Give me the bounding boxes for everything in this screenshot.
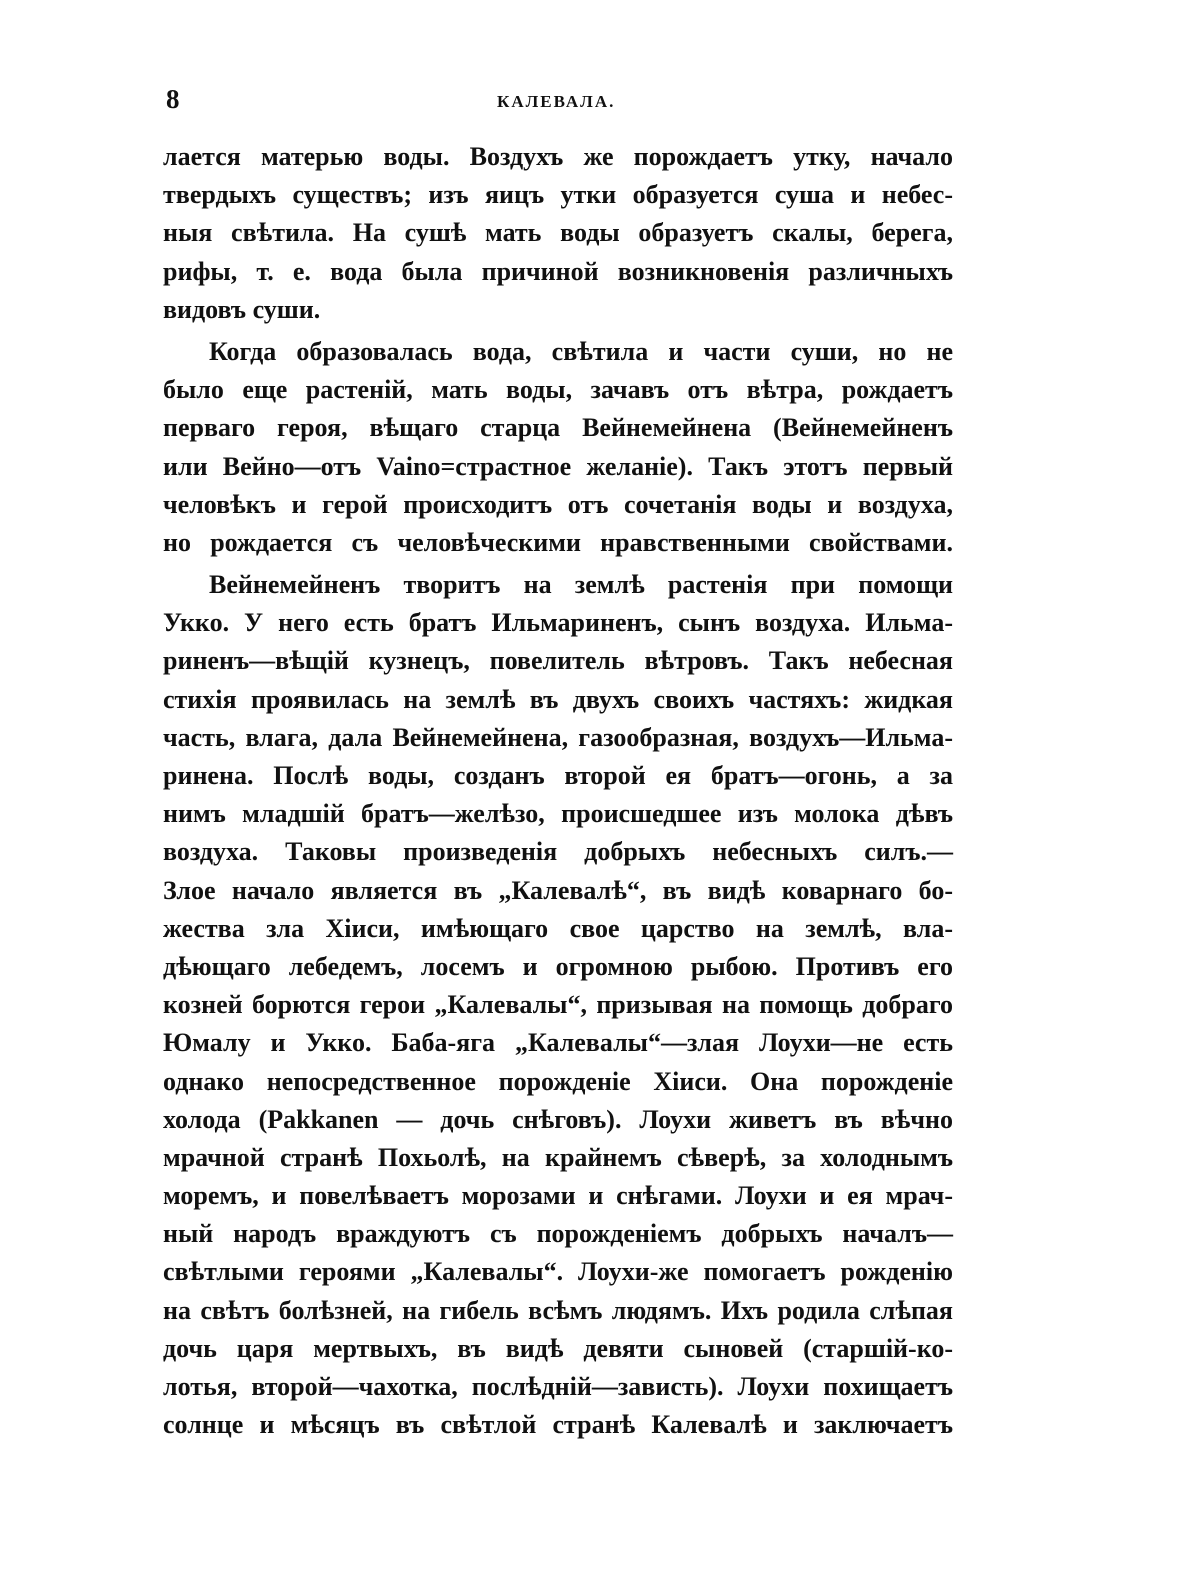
text-line: риненъ—вѣщій кузнецъ, повелитель вѣтровъ. Такъ небесная [163, 646, 953, 676]
text-line: или Вейно—отъ Vaino=страстное желаніе). Такъ этотъ первый [163, 451, 953, 481]
text-line: однако непосредственное порожденіе Хіиси. Она порожденіе [163, 1066, 953, 1096]
text-line: стихія проявилась на землѣ въ двухъ своихъ частяхъ: жидкая [163, 684, 953, 714]
text-line: видовъ суши. [163, 294, 321, 324]
text-line: лотья, второй—чахотка, послѣдній—зависть). Лоухи похищаетъ [163, 1372, 953, 1401]
page-header [163, 84, 953, 124]
paragraph [163, 333, 953, 562]
text-line: свѣтлыми героями „Калевалы“. Лоухи-же помогаетъ рожденію [163, 1257, 953, 1287]
text-line: воздуха. Таковы произведенія добрыхъ небесныхъ силъ.— [163, 837, 953, 867]
text-line: ныя свѣтила. На сушѣ мать воды образуетъ скалы, берега, [163, 218, 953, 248]
text-line: твердыхъ существъ; изъ яицъ утки образуется суша и небес- [163, 180, 953, 210]
text-line: было еще растеній, мать воды, зачавъ отъ вѣтра, рождаетъ [163, 375, 953, 405]
running-title: КАЛЕВАЛА. [497, 92, 616, 111]
text-line: Когда образовалась вода, свѣтила и части суши, но не [209, 336, 953, 366]
text-line: Укко. У него есть братъ Ильмариненъ, сынъ воздуха. Ильма- [163, 608, 953, 638]
text-line: ринена. Послѣ воды, созданъ второй ея братъ—огонь, а за [163, 761, 953, 790]
body-text [163, 138, 953, 1444]
text-line: часть, влага, дала Вейнемейнена, газообразная, воздухъ—Ильма- [163, 722, 953, 752]
book-page [163, 84, 953, 1448]
text-line: мрачной странѣ Похьолѣ, на крайнемъ сѣверѣ, за холоднымъ [163, 1142, 953, 1172]
text-line: рифы, т. е. вода была причиной возникновенія различныхъ [163, 256, 953, 286]
text-line: ный народъ враждуютъ съ порожденіемъ добрыхъ началъ— [163, 1219, 953, 1249]
text-line: моремъ, и повелѣваетъ морозами и снѣгами. Лоухи и ея мрач- [163, 1181, 953, 1211]
text-line: на свѣтъ болѣзней, на гибель всѣмъ людямъ. Ихъ родила слѣпая [163, 1295, 953, 1325]
paragraph [163, 566, 953, 1444]
text-line: жества зла Хіиси, имѣющаго свое царство на землѣ, вла- [163, 913, 953, 943]
text-line: человѣкъ и герой происходитъ отъ сочетанія воды и воздуха, [163, 489, 953, 519]
page-number: 8 [166, 84, 180, 114]
text-line: но рождается съ человѣческими нравственными свойствами. [163, 527, 953, 557]
text-line: Юмалу и Укко. Баба-яга „Калевалы“—злая Лоухи—не есть [163, 1028, 953, 1058]
text-line: лается матерью воды. Воздухъ же порождаетъ утку, начало [163, 142, 953, 171]
text-line: нимъ младшій братъ—желѣзо, происшедшее изъ молока дѣвъ [163, 799, 953, 829]
text-line: дочь царя мертвыхъ, въ видѣ девяти сыновей (старшій-ко- [163, 1333, 953, 1363]
text-line: Вейнемейненъ творитъ на землѣ растенія при помощи [209, 570, 953, 600]
text-line: дѣющаго лебедемъ, лосемъ и огромною рыбою. Противъ его [163, 951, 953, 981]
text-line: солнце и мѣсяцъ въ свѣтлой странѣ Калевалѣ и заключаетъ [163, 1410, 953, 1440]
text-line: перваго героя, вѣщаго старца Вейнемейнена (Вейнемейненъ [163, 413, 953, 443]
paragraph [163, 138, 953, 329]
text-line: холода (Pakkanen — дочь снѣговъ). Лоухи живетъ въ вѣчно [163, 1104, 953, 1134]
text-line: козней борются герои „Калевалы“, призывая на помощь добраго [163, 990, 953, 1020]
text-line: Злое начало является въ „Калевалѣ“, въ видѣ коварнаго бо- [163, 875, 953, 905]
